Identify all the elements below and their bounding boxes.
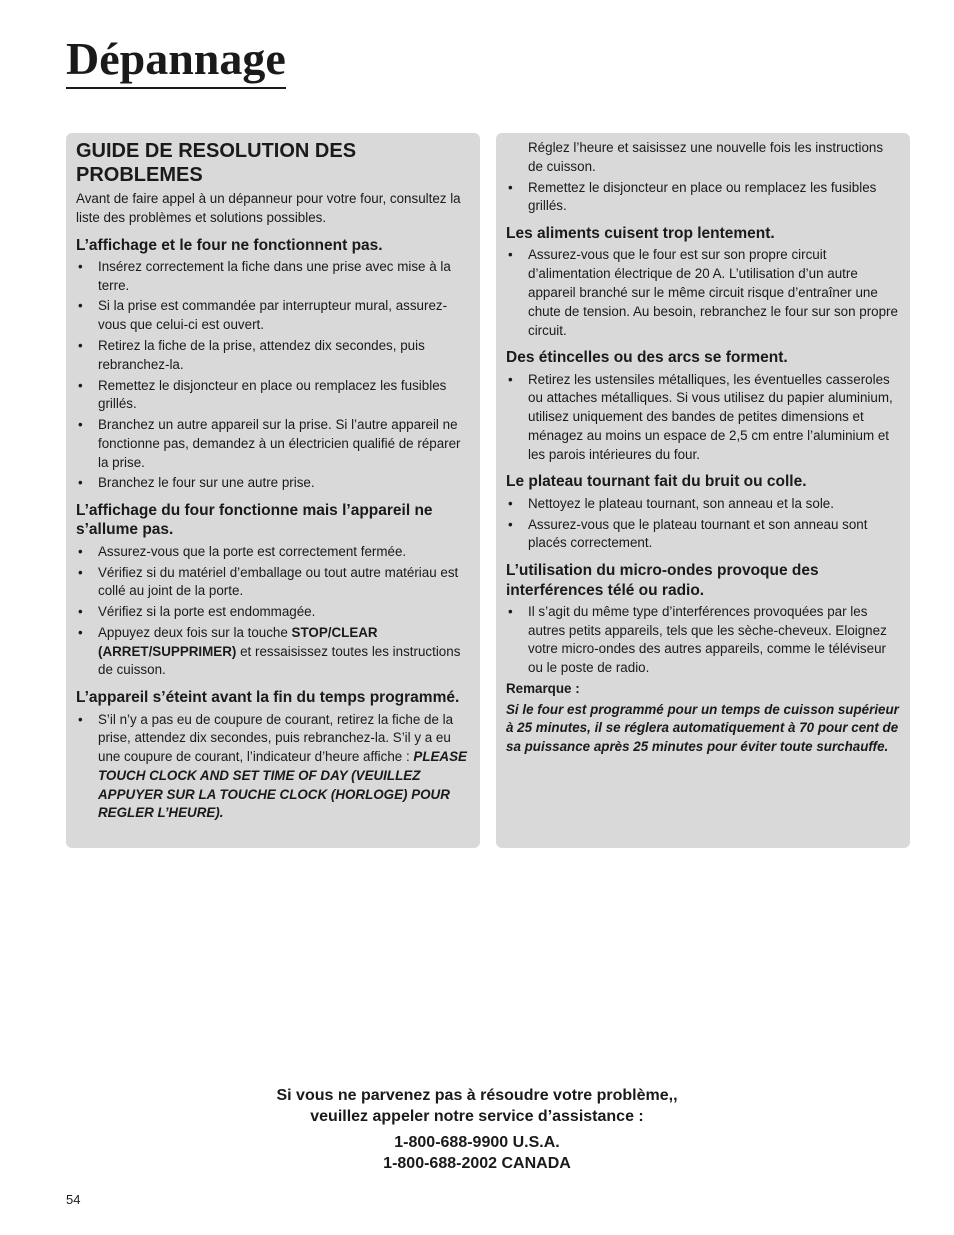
section-food-cooks-slowly: Les aliments cuisent trop lentement.: [506, 225, 775, 243]
guide-heading: GUIDE DE RESOLUTION DES PROBLEMES: [76, 140, 357, 186]
assistance-message: [0, 1086, 954, 1128]
list-item: • Remettez le disjoncteur en place ou remplacez les fusibles grillés.: [508, 179, 877, 214]
list-item: • Retirez la fiche de la prise, attendez dix secondes, puis rebranchez-la.: [78, 337, 425, 372]
bullet-icon: •: [78, 711, 83, 727]
bullet-icon: •: [508, 495, 513, 511]
troubleshooting-guide-right: [496, 133, 910, 848]
bullet-icon: •: [78, 604, 83, 620]
list-item: • Retirez les ustensiles métalliques, les éventuelles casseroles ou attaches métalliques. Si vous utilisez du papier aluminium, utilisez uniquement des bandes de petites dimensions et ménagez au moins un espace de 2,5 cm entre l’aluminium et les parois intérieures du four.: [508, 371, 893, 462]
troubleshooting-guide-left: [66, 133, 480, 848]
list-item: • S’il n’y a pas eu de coupure de courant, retirez la fiche de la prise, attendez dix secondes, puis rebranchez-la. S’il y a eu une coupure de courant, l’indicateur d’heure affiche : PLEASE TOUCH CLOCK AND SET TIME OF DAY (VEUILLEZ APPUYER SUR LA TOUCHE CLOCK (HORLOGE) POUR REGLER L’HEURE).: [78, 711, 467, 821]
list-item: • Nettoyez le plateau tournant, son anneau et la sole.: [506, 495, 900, 514]
bullet-icon: •: [78, 258, 83, 274]
bullet-icon: •: [508, 516, 513, 532]
note-title: Remarque :: [506, 680, 580, 696]
list-turntable-noise: [506, 495, 900, 553]
list-food-cooks-slowly: [506, 246, 900, 340]
assistance-line-1: Si vous ne parvenez pas à résoudre votre problème,,: [276, 1087, 678, 1104]
list-item: • Assurez-vous que le plateau tournant et son anneau sont placés correctement.: [508, 516, 868, 551]
list-item: • Il s’agit du même type d’interférences provoquées par les autres petits appareils, tels que les sèche-cheveux. Eloignez votre micro-ondes des autres appareils, comme le téléviseur ou le poste de radio.: [508, 603, 887, 676]
bullet-icon: •: [508, 247, 513, 263]
note-body: Si le four est programmé pour un temps de cuisson supérieur à 25 minutes, il se réglera automatiquement à 70 pour cent de sa puissance après 25 minutes pour éviter toute surchauffe.: [506, 701, 899, 755]
phone-canada: 1-800-688-2002 CANADA: [383, 1154, 571, 1172]
section-oven-stops-early: L’appareil s’éteint avant la fin du temps programmé.: [76, 689, 460, 707]
stop-clear-key-label: STOP/CLEAR (ARRET/SUPPRIMER): [98, 624, 378, 659]
phone-numbers: [0, 1133, 954, 1175]
list-item: • Appuyez deux fois sur la touche STOP/CLEAR (ARRET/SUPPRIMER) et ressaisissez toutes les instructions de cuisson.: [78, 624, 461, 678]
list-item: • Si la prise est commandée par interrupteur mural, assurez-vous que celui-ci est ouvert.: [78, 298, 448, 333]
list-item: • Branchez un autre appareil sur la prise. Si l’autre appareil ne fonctionne pas, demandez à un électricien qualifié de réparer la prise.: [78, 417, 461, 470]
phone-us: 1-800-688-9900 U.S.A.: [394, 1134, 560, 1151]
bullet-icon: •: [508, 371, 513, 387]
list-oven-stops-early: [76, 711, 470, 824]
section-display-works-oven-off: L’affichage du four fonctionne mais l’appareil ne s’allume pas.: [76, 502, 433, 539]
bullet-icon: •: [78, 337, 83, 353]
list-item: • Vérifiez si du matériel d’emballage ou tout autre matériau est collé au joint de la porte.: [78, 564, 459, 599]
bullet-icon: •: [78, 624, 83, 640]
bullet-icon: •: [78, 298, 83, 314]
bullet-icon: •: [78, 475, 83, 491]
section-tv-radio-interference: L’utilisation du micro-ondes provoque des interférences télé ou radio.: [506, 562, 819, 599]
guide-intro: Avant de faire appel à un dépanneur pour votre four, consultez la liste des problèmes et solutions possibles.: [76, 191, 461, 225]
page-title: Dépannage: [66, 34, 286, 89]
list-item: • Vérifiez si la porte est endommagée.: [76, 603, 470, 622]
list-sparks-arcing: [506, 371, 900, 465]
bullet-icon: •: [508, 179, 513, 195]
section-display-oven-not-working: L’affichage et le four ne fonctionnent pas.: [76, 236, 383, 254]
list-item: • Branchez le four sur une autre prise.: [76, 474, 470, 493]
list-display-oven-not-working: [76, 258, 470, 493]
list-display-works-oven-off: [76, 543, 470, 680]
assistance-line-2: veuillez appeler notre service d’assistance :: [310, 1107, 644, 1125]
list-item: • Assurez-vous que le four est sur son propre circuit d’alimentation électrique de 20 A. L’utilisation d’un autre appareil branché sur le même circuit risque d’entraîner une chute de tension. Au besoin, rebranchez le four sur son propre circuit.: [508, 247, 898, 338]
list-item: • Assurez-vous que la porte est correctement fermée.: [76, 543, 470, 562]
page-number: 54: [66, 1192, 81, 1207]
bullet-icon: •: [78, 377, 83, 393]
bullet-icon: •: [78, 417, 83, 433]
bullet-icon: •: [508, 603, 513, 619]
bullet-icon: •: [78, 564, 83, 580]
section-sparks-arcing: Des étincelles ou des arcs se forment.: [506, 349, 788, 367]
list-item: • Remettez le disjoncteur en place ou remplacez les fusibles grillés.: [78, 377, 447, 412]
list-tv-radio-interference: [506, 603, 900, 678]
clock-message: PLEASE TOUCH CLOCK AND SET TIME OF DAY (VEUILLEZ APPUYER SUR LA TOUCHE CLOCK (HORLOGE) POUR REGLER L’HEURE).: [98, 749, 467, 821]
list-item: • Insérez correctement la fiche dans une prise avec mise à la terre.: [78, 258, 451, 293]
section-turntable-noise: Le plateau tournant fait du bruit ou colle.: [506, 473, 807, 491]
continuation-text: Réglez l’heure et saisissez une nouvelle fois les instructions de cuisson.: [528, 140, 884, 174]
bullet-icon: •: [78, 543, 83, 559]
list-continuation: [506, 179, 900, 217]
